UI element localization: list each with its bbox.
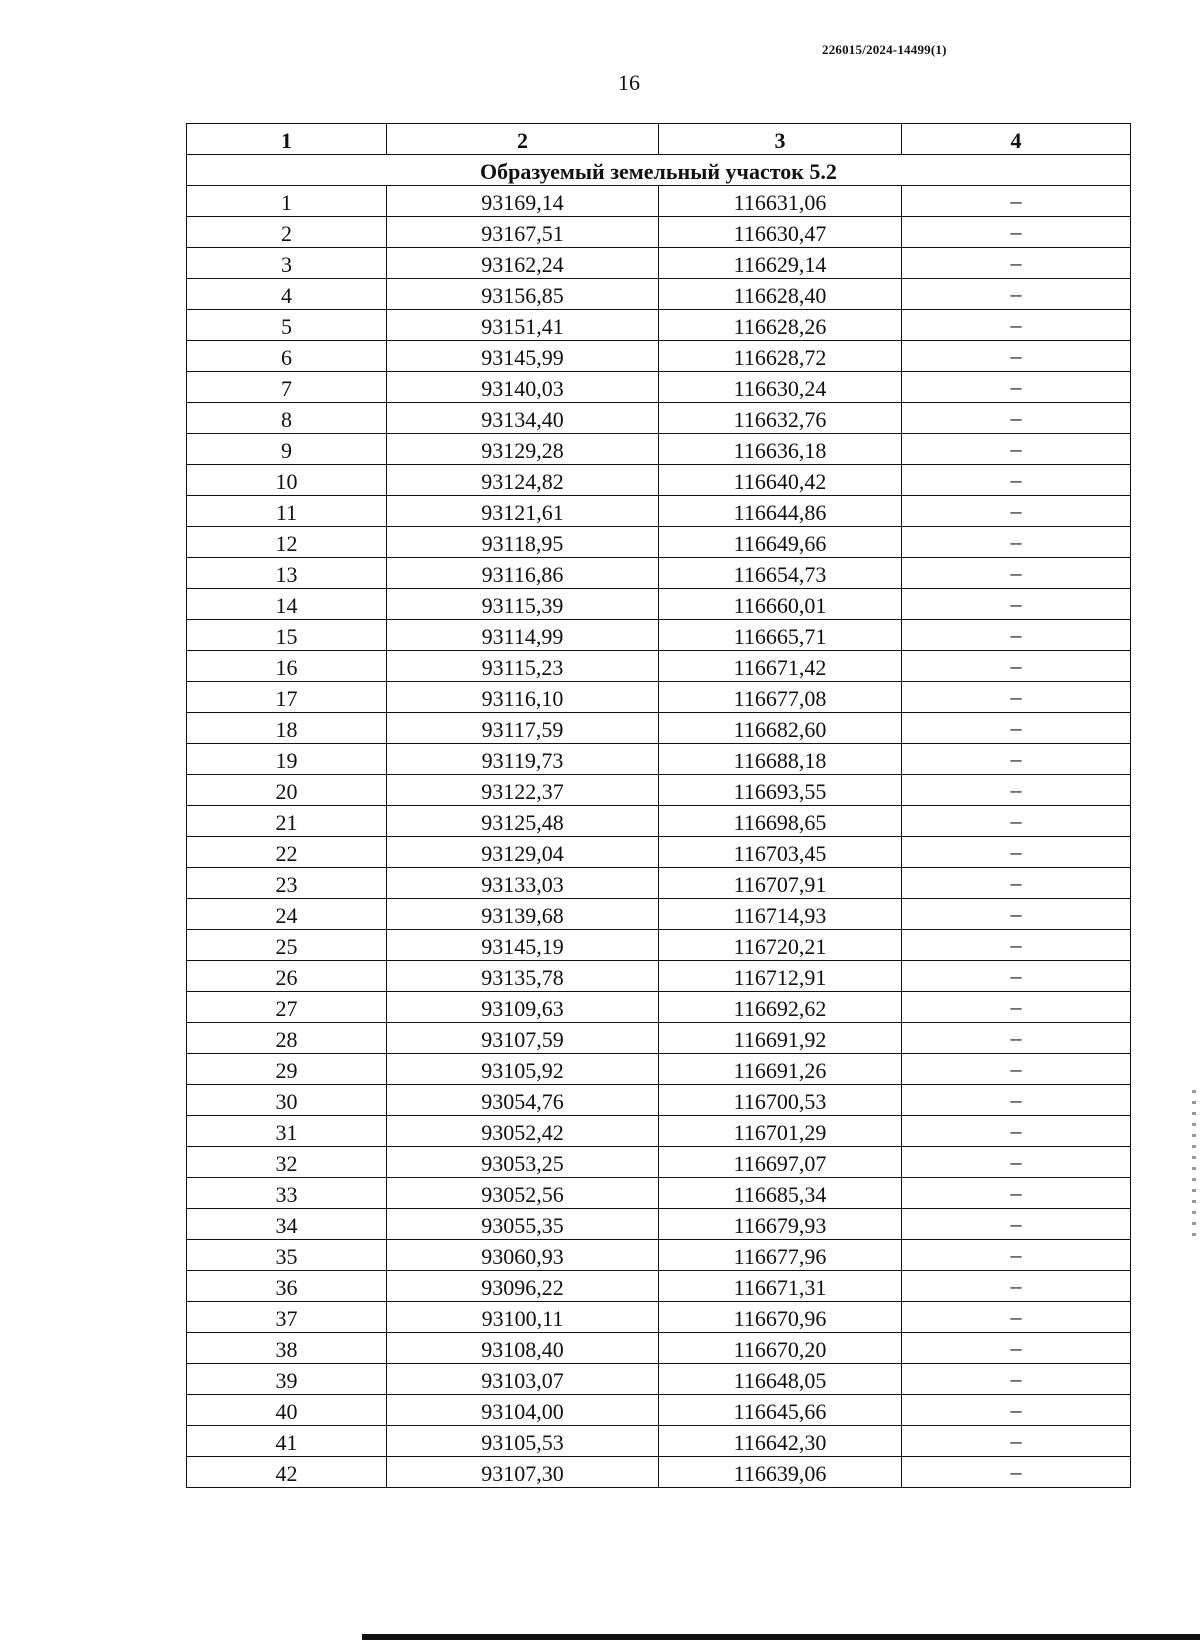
table-row (187, 1426, 1131, 1457)
coordinate-x-cell: 93109,63 (387, 992, 659, 1023)
coordinate-y-cell: 116698,65 (659, 806, 902, 837)
coordinate-y-cell: 116660,01 (659, 589, 902, 620)
point-number-cell: 41 (187, 1426, 387, 1457)
coordinate-y-cell: 116654,73 (659, 558, 902, 589)
coordinate-x-cell: 93052,56 (387, 1178, 659, 1209)
coordinate-x-cell: 93140,03 (387, 372, 659, 403)
coordinate-x-cell: 93134,40 (387, 403, 659, 434)
point-number-cell: 33 (187, 1178, 387, 1209)
coordinate-y-cell: 116707,91 (659, 868, 902, 899)
column-header-4: 4 (902, 124, 1131, 155)
point-number-cell: 18 (187, 713, 387, 744)
coordinate-y-cell: 116670,20 (659, 1333, 902, 1364)
note-cell: – (902, 992, 1131, 1023)
coordinate-x-cell: 93133,03 (387, 868, 659, 899)
coordinate-y-cell: 116691,92 (659, 1023, 902, 1054)
coordinate-y-cell: 116712,91 (659, 961, 902, 992)
table-row (187, 1209, 1131, 1240)
point-number-cell: 37 (187, 1302, 387, 1333)
coordinate-y-cell: 116629,14 (659, 248, 902, 279)
table-row (187, 372, 1131, 403)
note-cell: – (902, 310, 1131, 341)
coordinate-y-cell: 116665,71 (659, 620, 902, 651)
point-number-cell: 1 (187, 186, 387, 217)
note-cell: – (902, 682, 1131, 713)
point-number-cell: 10 (187, 465, 387, 496)
table-row (187, 1116, 1131, 1147)
point-number-cell: 40 (187, 1395, 387, 1426)
table-row (187, 1147, 1131, 1178)
table-row (187, 992, 1131, 1023)
coordinate-x-cell: 93145,19 (387, 930, 659, 961)
note-cell: – (902, 1116, 1131, 1147)
note-cell: – (902, 1085, 1131, 1116)
coordinate-x-cell: 93121,61 (387, 496, 659, 527)
coordinate-y-cell: 116697,07 (659, 1147, 902, 1178)
table-row (187, 310, 1131, 341)
coordinate-x-cell: 93116,10 (387, 682, 659, 713)
table-row (187, 1240, 1131, 1271)
coordinate-y-cell: 116677,08 (659, 682, 902, 713)
note-cell: – (902, 651, 1131, 682)
note-cell: – (902, 713, 1131, 744)
table-row (187, 806, 1131, 837)
header-row (187, 124, 1131, 155)
coordinate-x-cell: 93117,59 (387, 713, 659, 744)
point-number-cell: 14 (187, 589, 387, 620)
note-cell: – (902, 930, 1131, 961)
note-cell: – (902, 868, 1131, 899)
note-cell: – (902, 372, 1131, 403)
point-number-cell: 21 (187, 806, 387, 837)
coordinate-y-cell: 116671,31 (659, 1271, 902, 1302)
note-cell: – (902, 899, 1131, 930)
table-row (187, 837, 1131, 868)
table-row (187, 1271, 1131, 1302)
coordinate-x-cell: 93162,24 (387, 248, 659, 279)
table-row (187, 1395, 1131, 1426)
note-cell: – (902, 837, 1131, 868)
point-number-cell: 4 (187, 279, 387, 310)
point-number-cell: 20 (187, 775, 387, 806)
coordinate-x-cell: 93125,48 (387, 806, 659, 837)
note-cell: – (902, 1147, 1131, 1178)
coordinate-x-cell: 93118,95 (387, 527, 659, 558)
coordinate-y-cell: 116701,29 (659, 1116, 902, 1147)
point-number-cell: 7 (187, 372, 387, 403)
coordinate-x-cell: 93114,99 (387, 620, 659, 651)
coordinate-x-cell: 93124,82 (387, 465, 659, 496)
coordinate-x-cell: 93156,85 (387, 279, 659, 310)
note-cell: – (902, 1426, 1131, 1457)
coordinate-y-cell: 116636,18 (659, 434, 902, 465)
coordinate-x-cell: 93096,22 (387, 1271, 659, 1302)
coordinate-y-cell: 116714,93 (659, 899, 902, 930)
point-number-cell: 6 (187, 341, 387, 372)
coordinate-x-cell: 93108,40 (387, 1333, 659, 1364)
note-cell: – (902, 217, 1131, 248)
coordinate-x-cell: 93107,30 (387, 1457, 659, 1488)
table-row (187, 589, 1131, 620)
point-number-cell: 38 (187, 1333, 387, 1364)
coordinate-x-cell: 93100,11 (387, 1302, 659, 1333)
table-row (187, 496, 1131, 527)
coordinate-x-cell: 93122,37 (387, 775, 659, 806)
note-cell: – (902, 620, 1131, 651)
note-cell: – (902, 1178, 1131, 1209)
coordinate-y-cell: 116682,60 (659, 713, 902, 744)
note-cell: – (902, 558, 1131, 589)
table-row (187, 217, 1131, 248)
table-row (187, 1054, 1131, 1085)
coordinate-y-cell: 116692,62 (659, 992, 902, 1023)
note-cell: – (902, 527, 1131, 558)
note-cell: – (902, 806, 1131, 837)
note-cell: – (902, 1395, 1131, 1426)
coordinate-x-cell: 93135,78 (387, 961, 659, 992)
coordinate-y-cell: 116631,06 (659, 186, 902, 217)
table-row (187, 1178, 1131, 1209)
point-number-cell: 26 (187, 961, 387, 992)
table-row (187, 1302, 1131, 1333)
coordinate-y-cell: 116640,42 (659, 465, 902, 496)
note-cell: – (902, 403, 1131, 434)
table-row (187, 341, 1131, 372)
scan-side-marks (1192, 1090, 1196, 1240)
table-row (187, 186, 1131, 217)
coordinates-table (186, 123, 1131, 1488)
note-cell: – (902, 589, 1131, 620)
table-row (187, 961, 1131, 992)
note-cell: – (902, 496, 1131, 527)
point-number-cell: 25 (187, 930, 387, 961)
table-row (187, 279, 1131, 310)
note-cell: – (902, 465, 1131, 496)
point-number-cell: 8 (187, 403, 387, 434)
coordinate-y-cell: 116644,86 (659, 496, 902, 527)
table-row (187, 558, 1131, 589)
table-row (187, 403, 1131, 434)
coordinate-x-cell: 93104,00 (387, 1395, 659, 1426)
note-cell: – (902, 279, 1131, 310)
coordinate-y-cell: 116639,06 (659, 1457, 902, 1488)
table-row (187, 899, 1131, 930)
coordinate-x-cell: 93054,76 (387, 1085, 659, 1116)
table-row (187, 527, 1131, 558)
coordinate-x-cell: 93105,92 (387, 1054, 659, 1085)
coordinate-x-cell: 93052,42 (387, 1116, 659, 1147)
coordinate-y-cell: 116632,76 (659, 403, 902, 434)
coordinate-y-cell: 116645,66 (659, 1395, 902, 1426)
coordinate-x-cell: 93129,04 (387, 837, 659, 868)
coordinate-y-cell: 116628,26 (659, 310, 902, 341)
note-cell: – (902, 1364, 1131, 1395)
point-number-cell: 2 (187, 217, 387, 248)
coordinate-y-cell: 116630,24 (659, 372, 902, 403)
page-number: 16 (618, 70, 640, 95)
coordinate-y-cell: 116685,34 (659, 1178, 902, 1209)
point-number-cell: 16 (187, 651, 387, 682)
note-cell: – (902, 1457, 1131, 1488)
section-row (187, 155, 1131, 186)
table-row (187, 682, 1131, 713)
point-number-cell: 13 (187, 558, 387, 589)
note-cell: – (902, 961, 1131, 992)
coordinate-x-cell: 93053,25 (387, 1147, 659, 1178)
coordinate-x-cell: 93060,93 (387, 1240, 659, 1271)
coordinate-x-cell: 93151,41 (387, 310, 659, 341)
table-row (187, 465, 1131, 496)
coordinate-y-cell: 116700,53 (659, 1085, 902, 1116)
point-number-cell: 28 (187, 1023, 387, 1054)
scan-bottom-rule (362, 1634, 1200, 1640)
coordinate-x-cell: 93167,51 (387, 217, 659, 248)
coordinate-y-cell: 116648,05 (659, 1364, 902, 1395)
note-cell: – (902, 1240, 1131, 1271)
coordinate-x-cell: 93119,73 (387, 744, 659, 775)
point-number-cell: 5 (187, 310, 387, 341)
coordinate-x-cell: 93055,35 (387, 1209, 659, 1240)
document-id: 226015/2024-14499(1) (822, 42, 947, 57)
table-row (187, 1364, 1131, 1395)
table-row (187, 930, 1131, 961)
coordinate-y-cell: 116703,45 (659, 837, 902, 868)
point-number-cell: 36 (187, 1271, 387, 1302)
note-cell: – (902, 434, 1131, 465)
point-number-cell: 35 (187, 1240, 387, 1271)
coordinate-x-cell: 93129,28 (387, 434, 659, 465)
table-row (187, 248, 1131, 279)
point-number-cell: 31 (187, 1116, 387, 1147)
column-header-3: 3 (659, 124, 902, 155)
point-number-cell: 29 (187, 1054, 387, 1085)
table-row (187, 1457, 1131, 1488)
table-body (187, 155, 1131, 1488)
point-number-cell: 24 (187, 899, 387, 930)
coordinate-y-cell: 116679,93 (659, 1209, 902, 1240)
coordinate-x-cell: 93116,86 (387, 558, 659, 589)
coordinate-x-cell: 93103,07 (387, 1364, 659, 1395)
point-number-cell: 12 (187, 527, 387, 558)
table-row (187, 744, 1131, 775)
point-number-cell: 11 (187, 496, 387, 527)
note-cell: – (902, 775, 1131, 806)
table-row (187, 1085, 1131, 1116)
note-cell: – (902, 1271, 1131, 1302)
table-row (187, 1333, 1131, 1364)
note-cell: – (902, 1023, 1131, 1054)
coordinate-y-cell: 116649,66 (659, 527, 902, 558)
note-cell: – (902, 1302, 1131, 1333)
point-number-cell: 22 (187, 837, 387, 868)
point-number-cell: 19 (187, 744, 387, 775)
coordinate-y-cell: 116671,42 (659, 651, 902, 682)
coordinate-y-cell: 116677,96 (659, 1240, 902, 1271)
coordinate-x-cell: 93115,39 (387, 589, 659, 620)
note-cell: – (902, 186, 1131, 217)
coordinate-y-cell: 116693,55 (659, 775, 902, 806)
coordinate-y-cell: 116688,18 (659, 744, 902, 775)
point-number-cell: 3 (187, 248, 387, 279)
coordinate-x-cell: 93105,53 (387, 1426, 659, 1457)
point-number-cell: 30 (187, 1085, 387, 1116)
coordinate-y-cell: 116642,30 (659, 1426, 902, 1457)
point-number-cell: 34 (187, 1209, 387, 1240)
coordinate-x-cell: 93139,68 (387, 899, 659, 930)
table-row (187, 620, 1131, 651)
coordinate-y-cell: 116720,21 (659, 930, 902, 961)
coordinate-y-cell: 116630,47 (659, 217, 902, 248)
coordinate-x-cell: 93145,99 (387, 341, 659, 372)
point-number-cell: 9 (187, 434, 387, 465)
coordinate-y-cell: 116670,96 (659, 1302, 902, 1333)
point-number-cell: 15 (187, 620, 387, 651)
point-number-cell: 23 (187, 868, 387, 899)
column-header-1: 1 (187, 124, 387, 155)
table-row (187, 1023, 1131, 1054)
point-number-cell: 17 (187, 682, 387, 713)
point-number-cell: 42 (187, 1457, 387, 1488)
table-row (187, 868, 1131, 899)
coordinate-x-cell: 93169,14 (387, 186, 659, 217)
point-number-cell: 39 (187, 1364, 387, 1395)
note-cell: – (902, 1054, 1131, 1085)
section-title: Образуемый земельный участок 5.2 (187, 155, 1131, 186)
note-cell: – (902, 341, 1131, 372)
note-cell: – (902, 744, 1131, 775)
table-row (187, 775, 1131, 806)
coordinate-y-cell: 116628,40 (659, 279, 902, 310)
coordinate-y-cell: 116691,26 (659, 1054, 902, 1085)
coordinate-x-cell: 93107,59 (387, 1023, 659, 1054)
column-header-2: 2 (387, 124, 659, 155)
table-row (187, 713, 1131, 744)
table-row (187, 651, 1131, 682)
table-row (187, 434, 1131, 465)
point-number-cell: 27 (187, 992, 387, 1023)
table-header (187, 124, 1131, 155)
note-cell: – (902, 248, 1131, 279)
coordinate-x-cell: 93115,23 (387, 651, 659, 682)
note-cell: – (902, 1333, 1131, 1364)
note-cell: – (902, 1209, 1131, 1240)
coordinate-y-cell: 116628,72 (659, 341, 902, 372)
point-number-cell: 32 (187, 1147, 387, 1178)
